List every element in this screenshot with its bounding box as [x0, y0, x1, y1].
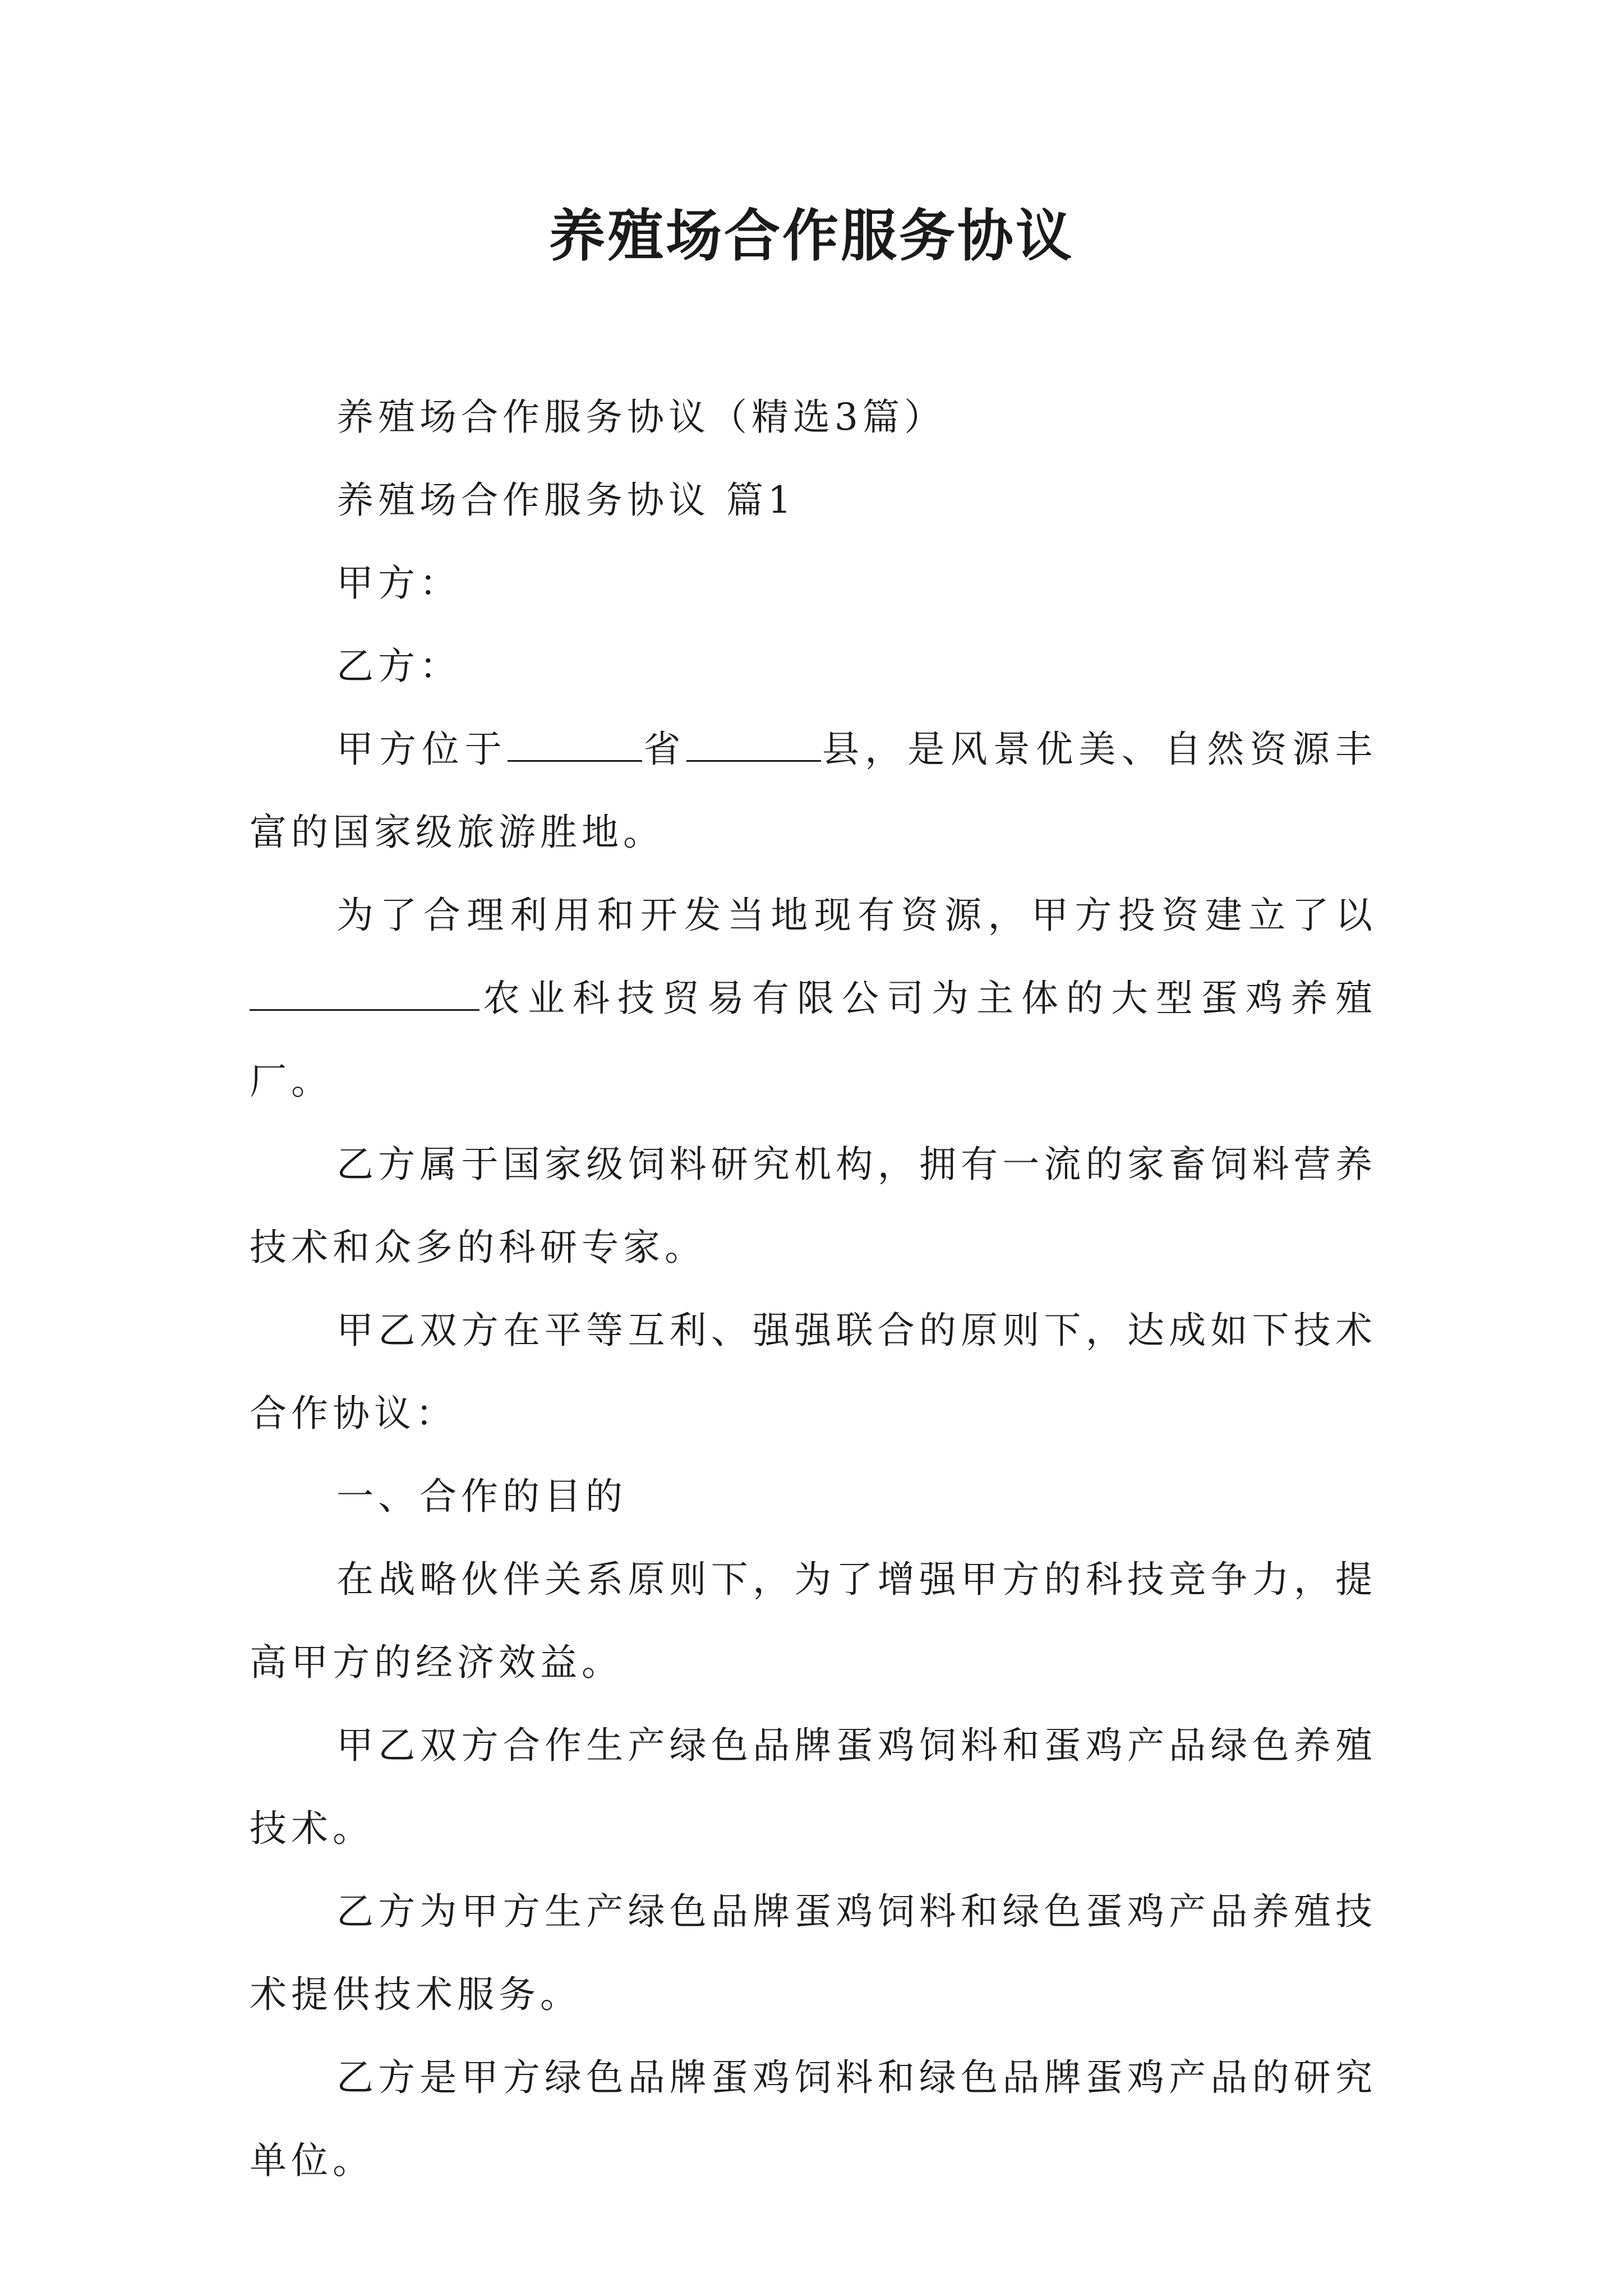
paragraph-subtitle: 养殖场合作服务协议（精选3篇） [336, 395, 946, 439]
paragraph-section-heading: 养殖场合作服务协议 篇1 [336, 478, 796, 522]
blank-line [686, 725, 821, 762]
paragraph-party-b: 乙方： [336, 645, 461, 688]
paragraph-purpose-2: 甲乙双方合作生产绿色品牌蛋鸡饲料和蛋鸡产品绿色养殖技术。 [250, 1724, 1377, 1850]
blank-line [508, 725, 642, 762]
paragraph-party-b-profile: 乙方属于国家级饲料研究机构，拥有一流的家畜饲料营养技术和众多的科研专家。 [250, 1143, 1377, 1269]
text-segment: 农业科技贸易有限公司为主体的大型蛋鸡养殖厂。 [250, 977, 1377, 1103]
paragraph-purpose-1: 在战略伙伴关系原则下，为了增强甲方的科技竞争力，提高甲方的经济效益。 [250, 1558, 1377, 1684]
paragraph-location [250, 708, 1377, 874]
paragraph-purpose-4: 乙方是甲方绿色品牌蛋鸡饲料和绿色品牌蛋鸡产品的研究单位。 [250, 2056, 1377, 2182]
document-body [250, 376, 1377, 2202]
paragraph-party-a: 甲方： [336, 562, 461, 605]
document-title: 养殖场合作服务协议 [549, 203, 1074, 269]
paragraph-investment [250, 874, 1377, 1123]
paragraph-purpose-3: 乙方为甲方生产绿色品牌蛋鸡饲料和绿色蛋鸡产品养殖技术提供技术服务。 [250, 1890, 1377, 2016]
paragraph-heading-purpose: 一、合作的目的 [336, 1475, 627, 1518]
text-segment: 省 [642, 728, 686, 771]
blank-line [250, 974, 479, 1011]
text-segment: 为了合理利用和开发当地现有资源，甲方投资建立了以 [336, 894, 1377, 937]
paragraph-agreement-intro: 甲乙双方在平等互利、强强联合的原则下，达成如下技术合作协议： [250, 1309, 1377, 1435]
text-segment: 县，是风景优美、自然资源丰富的国家级旅游胜地。 [250, 728, 1377, 854]
text-segment: 甲方位于 [336, 728, 508, 771]
